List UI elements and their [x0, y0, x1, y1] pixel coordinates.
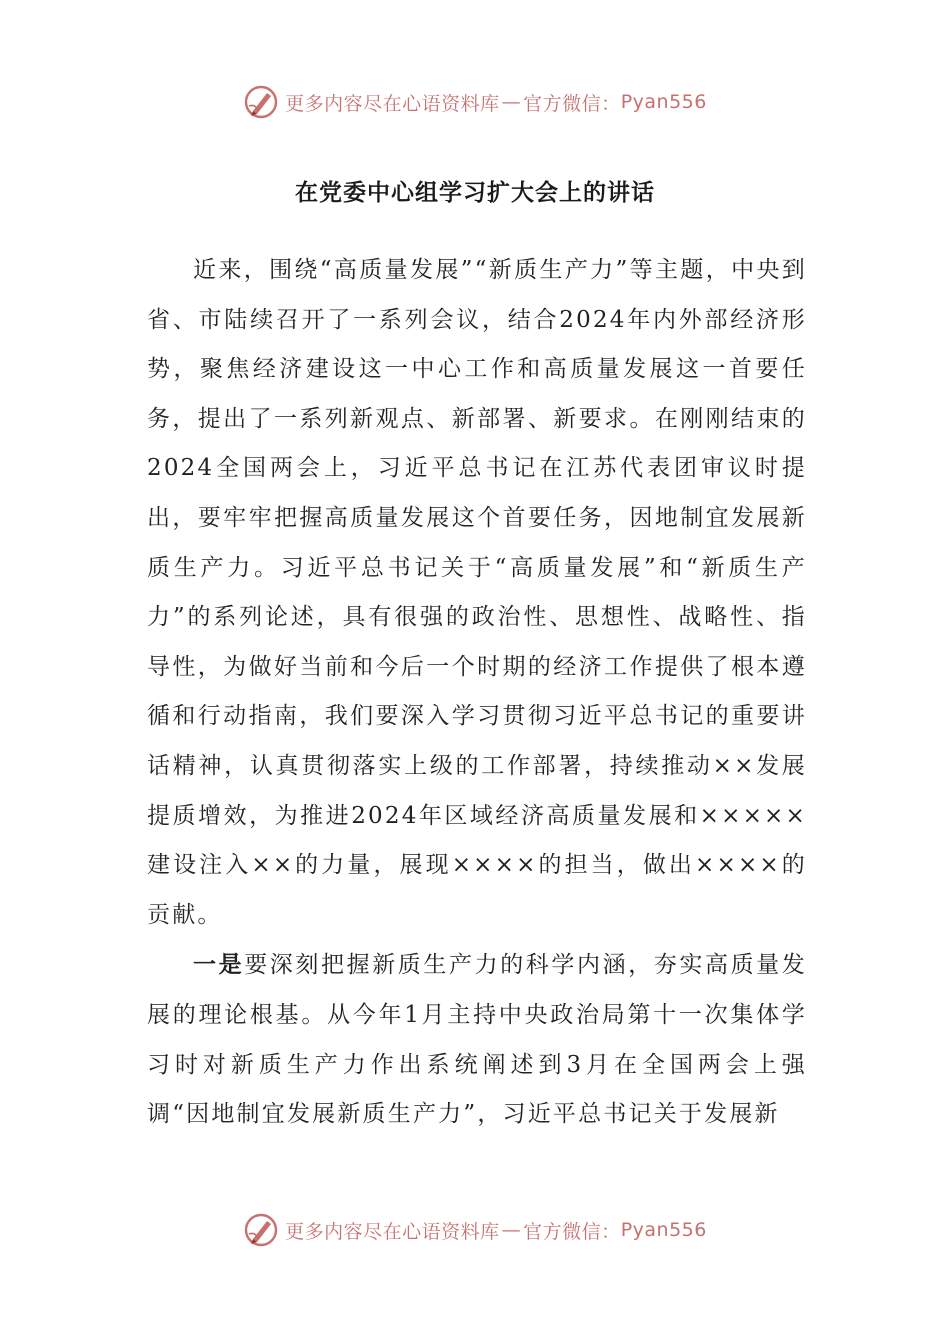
watermark-suffix: 官方微信：	[523, 1220, 621, 1243]
paragraph-point-one-lead: 一是	[193, 951, 245, 979]
paragraph-intro-text: 近来，围绕“高质量发展”“新质生产力”等主题，中央到省、市陆续召开了一系列会议，结合2024年内外部经济形势，聚焦经济建设这一中心工作和高质量发展这一首要任务，提出了一系列新观点、新部署、新要求。在刚刚结束的2024全国两会上，习近平总书记在江苏代表团审议时提出，要牢牢把握高质量发展这个首要任务，因地制宜发展新质生产力。习近平总书记关于“高质量发展”和“新质生产力”的系列论述，具有很强的政治性、思想性、战略性、指导性，为做好当前和今后一个时期的经济工作提供了根本遵循和行动指南，我们要深入学习贯彻习近平总书记的重要讲话精神，认真贯彻落实上级的工作部署，持续推动××发展提质增效，为推进2024年区域经济高质量发展和×××××建设注入××的力量，展现××××的担当，做出××××的贡献。	[147, 257, 807, 928]
document-title: 在党委中心组学习扩大会上的讲话	[295, 179, 655, 206]
pen-logo-icon	[243, 1212, 279, 1248]
watermark-wechat-id: Pyan556	[620, 1219, 707, 1241]
paragraph-point-one-text: 要深刻把握新质生产力的科学内涵，夯实高质量发展的理论根基。从今年1月主持中央政治局第十一次集体学习时对新质生产力作出系统阐述到3月在全国两会上强调“因地制宜发展新质生产力”，习近平总书记关于发展新	[147, 952, 807, 1128]
watermark-suffix: 官方微信：	[523, 92, 621, 115]
header-watermark	[0, 82, 950, 122]
watermark-separator: —	[501, 1219, 522, 1241]
watermark-text: 更多内容尽在心语资料库	[285, 1220, 500, 1243]
document-body	[147, 246, 807, 1140]
pen-logo-icon	[243, 84, 279, 120]
footer-watermark	[0, 1210, 950, 1250]
watermark-wechat-id: Pyan556	[620, 91, 707, 113]
watermark-separator: —	[501, 91, 522, 113]
watermark-text: 更多内容尽在心语资料库	[285, 92, 500, 115]
paragraph-intro	[147, 246, 807, 940]
paragraph-point-one	[147, 940, 807, 1139]
